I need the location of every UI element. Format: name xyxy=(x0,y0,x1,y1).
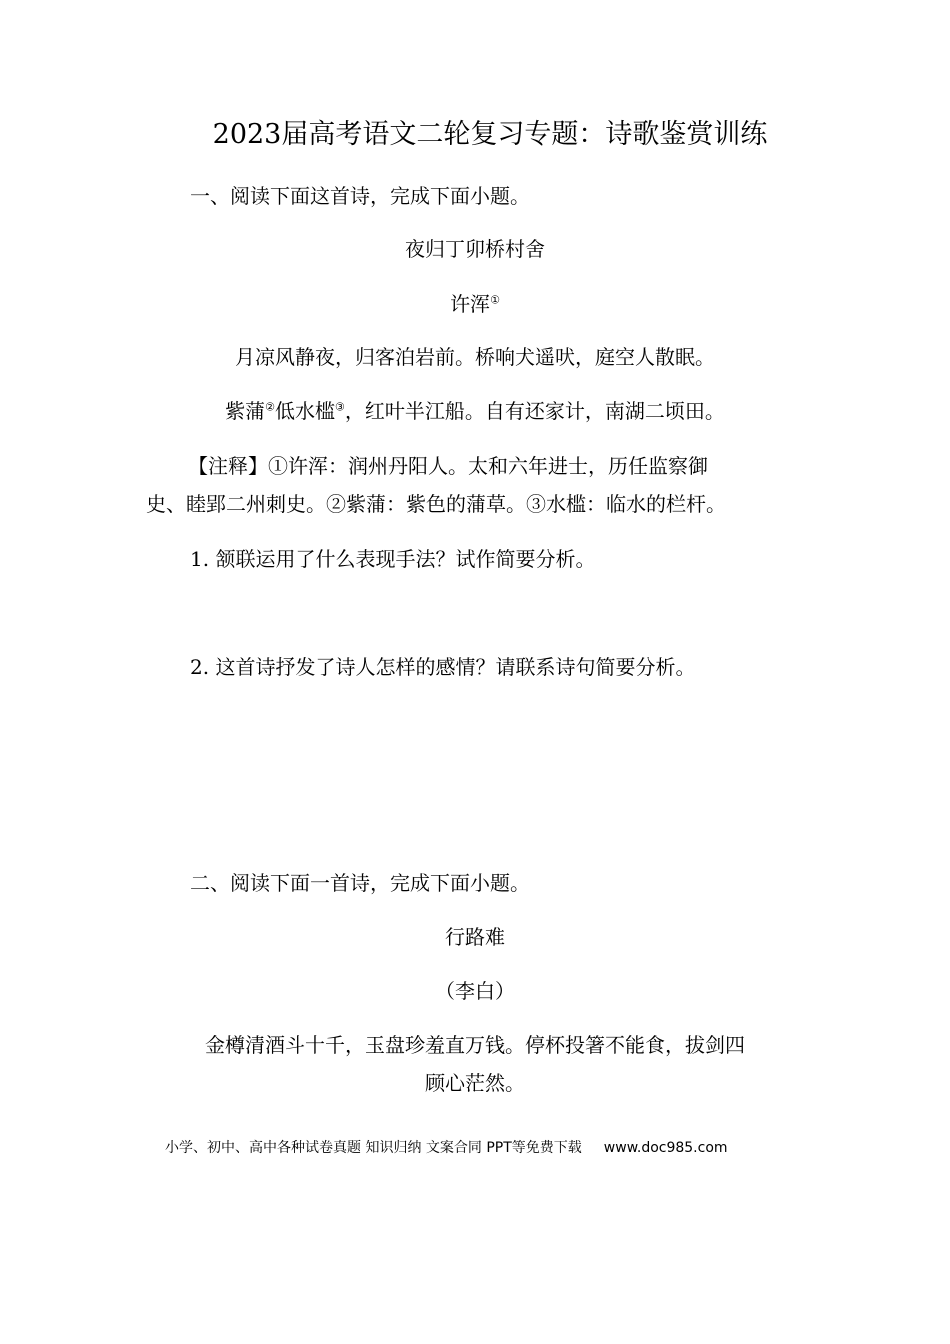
poem2-author: （李白） xyxy=(435,979,515,1003)
footer-text: 小学、初中、高中各种试卷真题 知识归纳 文案合同 PPT等免费下载 xyxy=(165,1140,582,1156)
poem2-title: 行路难 xyxy=(445,925,505,949)
poem2-line-1: 金樽清酒斗十千，玉盘珍羞直万钱。停杯投箸不能食，拔剑四 xyxy=(205,1033,745,1057)
poem1-line-2 xyxy=(0,398,950,424)
poem1-author-name: 许浑 xyxy=(450,292,491,316)
section2-heading: 二、阅读下面一首诗，完成下面小题。 xyxy=(190,871,530,895)
notes-line-2: 史、睦郢二州刺史。②紫蒲：紫色的蒲草。③水槛：临水的栏杆。 xyxy=(146,492,726,516)
question-1: 1. 颔联运用了什么表现手法？试作简要分析。 xyxy=(190,547,596,571)
footnote-mark: ① xyxy=(490,293,500,307)
section1-heading: 一、阅读下面这首诗，完成下面小题。 xyxy=(190,184,530,208)
page-title: 2023届高考语文二轮复习专题：诗歌鉴赏训练 xyxy=(212,119,768,150)
poem1-line-2-text: 紫蒲 xyxy=(225,399,266,423)
question-2: 2. 这首诗抒发了诗人怎样的感情？请联系诗句简要分析。 xyxy=(190,655,696,679)
notes-line-1: 【注释】①许浑：润州丹阳人。太和六年进士，历任监察御 xyxy=(188,454,708,478)
poem1-author xyxy=(0,291,950,317)
poem1-line-2-text: 低水槛 xyxy=(275,399,335,423)
page-footer xyxy=(165,1138,728,1158)
poem1-line-2-text: ，红叶半江船。自有还家计，南湖二顷田。 xyxy=(344,399,725,423)
poem2-line-2: 顾心茫然。 xyxy=(425,1071,525,1095)
footnote-mark: ② xyxy=(265,400,275,414)
footer-url: www.doc985.com xyxy=(603,1140,728,1156)
footnote-mark: ③ xyxy=(335,400,345,414)
poem1-line-1: 月凉风静夜，归客泊岩前。桥响犬遥吠，庭空人散眠。 xyxy=(235,345,715,369)
poem1-title: 夜归丁卯桥村舍 xyxy=(405,237,545,261)
